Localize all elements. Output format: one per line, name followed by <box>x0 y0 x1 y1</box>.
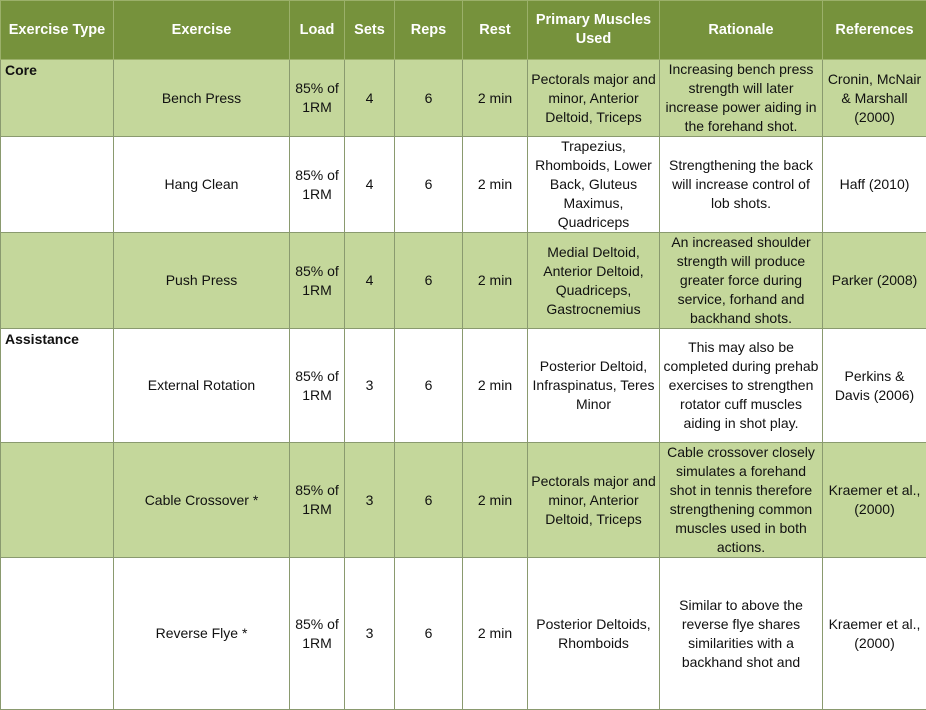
table-row <box>1 60 926 137</box>
load-cell: 85% of 1RM <box>290 329 345 443</box>
rest-cell: 2 min <box>463 233 528 329</box>
exercise-cell: External Rotation <box>114 329 290 443</box>
reps-cell: 6 <box>395 60 463 137</box>
rationale-cell: Similar to above the reverse flye shares similarities with a backhand shot and <box>660 558 823 710</box>
rationale-cell: An increased shoulder strength will produce greater force during service, forhand and backhand shots. <box>660 233 823 329</box>
reps-cell: 6 <box>395 443 463 558</box>
header-load: Load <box>290 1 345 60</box>
exercise-type-cell <box>1 558 114 710</box>
table-row <box>1 233 926 329</box>
muscles-cell: Trapezius, Rhomboids, Lower Back, Gluteus Maximus, Quadriceps <box>528 137 660 233</box>
table-row <box>1 329 926 443</box>
header-exercise: Exercise <box>114 1 290 60</box>
muscles-cell: Posterior Deltoid, Infraspinatus, Teres Minor <box>528 329 660 443</box>
reps-cell: 6 <box>395 137 463 233</box>
exercise-cell: Cable Crossover * <box>114 443 290 558</box>
exercise-cell: Hang Clean <box>114 137 290 233</box>
load-cell: 85% of 1RM <box>290 233 345 329</box>
rationale-cell: Increasing bench press strength will later increase power aiding in the forehand shot. <box>660 60 823 137</box>
sets-cell: 3 <box>345 558 395 710</box>
table-row <box>1 137 926 233</box>
sets-cell: 4 <box>345 233 395 329</box>
rest-cell: 2 min <box>463 60 528 137</box>
reps-cell: 6 <box>395 558 463 710</box>
exercise-cell: Push Press <box>114 233 290 329</box>
rest-cell: 2 min <box>463 443 528 558</box>
sets-cell: 4 <box>345 60 395 137</box>
exercise-type-cell <box>1 443 114 558</box>
load-cell: 85% of 1RM <box>290 558 345 710</box>
exercise-cell: Reverse Flye * <box>114 558 290 710</box>
table-row <box>1 443 926 558</box>
rest-cell: 2 min <box>463 329 528 443</box>
exercise-type-cell <box>1 233 114 329</box>
load-cell: 85% of 1RM <box>290 137 345 233</box>
header-primary-muscles: Primary Muscles Used <box>528 1 660 60</box>
exercise-type-cell: Core <box>1 60 114 137</box>
rationale-cell: Cable crossover closely simulates a forehand shot in tennis therefore strengthening common muscles used in both actions. <box>660 443 823 558</box>
references-cell: Kraemer et al., (2000) <box>823 558 926 710</box>
sets-cell: 4 <box>345 137 395 233</box>
references-cell: Kraemer et al., (2000) <box>823 443 926 558</box>
header-rest: Rest <box>463 1 528 60</box>
header-rationale: Rationale <box>660 1 823 60</box>
reps-cell: 6 <box>395 233 463 329</box>
exercise-type-cell: Assistance <box>1 329 114 443</box>
header-sets: Sets <box>345 1 395 60</box>
header-row <box>1 1 926 60</box>
muscles-cell: Posterior Deltoids, Rhomboids <box>528 558 660 710</box>
reps-cell: 6 <box>395 329 463 443</box>
rationale-cell: Strengthening the back will increase control of lob shots. <box>660 137 823 233</box>
exercise-cell: Bench Press <box>114 60 290 137</box>
header-references: References <box>823 1 926 60</box>
muscles-cell: Pectorals major and minor, Anterior Deltoid, Triceps <box>528 443 660 558</box>
exercise-type-cell <box>1 137 114 233</box>
sets-cell: 3 <box>345 443 395 558</box>
table-row <box>1 558 926 710</box>
rest-cell: 2 min <box>463 558 528 710</box>
references-cell: Parker (2008) <box>823 233 926 329</box>
references-cell: Perkins & Davis (2006) <box>823 329 926 443</box>
rest-cell: 2 min <box>463 137 528 233</box>
load-cell: 85% of 1RM <box>290 443 345 558</box>
rationale-cell: This may also be completed during prehab exercises to strengthen rotator cuff muscles aiding in shot play. <box>660 329 823 443</box>
references-cell: Haff (2010) <box>823 137 926 233</box>
sets-cell: 3 <box>345 329 395 443</box>
muscles-cell: Medial Deltoid, Anterior Deltoid, Quadriceps, Gastrocnemius <box>528 233 660 329</box>
header-reps: Reps <box>395 1 463 60</box>
load-cell: 85% of 1RM <box>290 60 345 137</box>
header-exercise-type: Exercise Type <box>1 1 114 60</box>
references-cell: Cronin, McNair & Marshall (2000) <box>823 60 926 137</box>
muscles-cell: Pectorals major and minor, Anterior Deltoid, Triceps <box>528 60 660 137</box>
